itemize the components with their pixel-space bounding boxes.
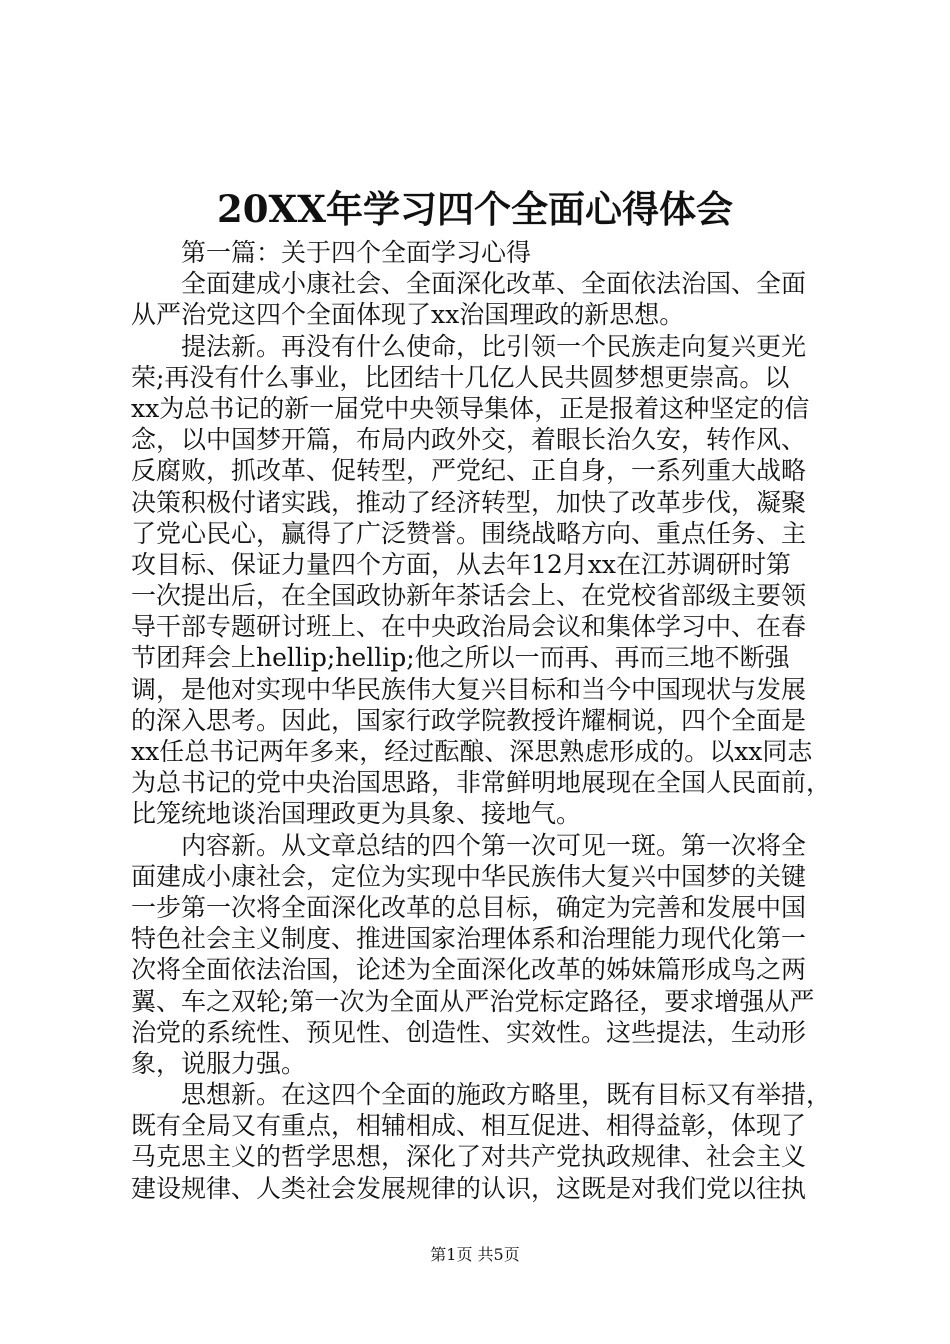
body-text-line: xx任总书记两年多来，经过酝酿、深思熟虑形成的。以xx同志 xyxy=(131,737,813,766)
body-text-line: 面建成小康社会，定位为实现中华民族伟大复兴中国梦的关键 xyxy=(131,861,807,891)
body-text-line: 既有全局又有重点，相辅相成、相互促进、相得益彰，体现了 xyxy=(131,1111,807,1141)
body-text-line: 荣;再没有什么事业，比团结十几亿人民共圆梦想更崇高。以 xyxy=(131,362,790,392)
body-text-line: 建设规律、人类社会发展规律的认识，这既是对我们党以往执 xyxy=(131,1173,807,1203)
body-text-line: 内容新。从文章总结的四个第一次可见一斑。第一次将全 xyxy=(181,830,807,860)
body-text-line: 节团拜会上hellip;hellip;他之所以一而再、再而三地不断强 xyxy=(131,643,790,673)
document-title: 20XX年学习四个全面心得体会 xyxy=(217,187,733,231)
body-text-line: 第一篇：关于四个全面学习心得 xyxy=(181,238,532,267)
body-text-line: 了党心民心，赢得了广泛赞誉。围绕战略方向、重点任务、主 xyxy=(131,518,807,548)
body-text-line: 导干部专题研讨班上、在中央政治局会议和集体学习中、在春 xyxy=(131,612,807,642)
body-text-line: 一步第一次将全面深化改革的总目标，确定为完善和发展中国 xyxy=(131,892,807,922)
body-text-line: 象，说服力强。 xyxy=(131,1048,307,1078)
body-text-line: 特色社会主义制度、推进国家治理体系和治理能力现代化第一 xyxy=(131,924,807,954)
page-footer xyxy=(0,1244,950,1266)
body-text-line: 反腐败，抓改革、促转型，严党纪、正自身，一系列重大战略 xyxy=(131,456,807,486)
body-text-line: 马克思主义的哲学思想，深化了对共产党执政规律、社会主义 xyxy=(131,1142,807,1172)
body-text-line: 念，以中国梦开篇，布局内政外交，着眼长治久安，转作风、 xyxy=(131,425,807,455)
body-text-line: 治党的系统性、预见性、创造性、实效性。这些提法，生动形 xyxy=(131,1017,807,1047)
body-text-line: 比笼统地谈治国理政更为具象、接地气。 xyxy=(131,799,582,829)
body-text-line: 从严治党这四个全面体现了xx治国理政的新思想。 xyxy=(131,300,685,330)
body-text-line: 为总书记的党中央治国思路，非常鲜明地展现在全国人民面前， xyxy=(131,768,832,798)
body-text-line: 翼、车之双轮;第一次为全面从严治党标定路径，要求增强从严 xyxy=(131,986,815,1016)
body-text-line: 决策积极付诸实践，推动了经济转型，加快了改革步伐，凝聚 xyxy=(131,487,807,517)
body-text-line: 调，是他对实现中华民族伟大复兴目标和当今中国现状与发展 xyxy=(131,674,807,704)
body-text-line: 思想新。在这四个全面的施政方略里，既有目标又有举措， xyxy=(181,1080,832,1110)
body-text-line: 提法新。再没有什么使命，比引领一个民族走向复兴更光 xyxy=(181,331,807,361)
body-text-line: 次将全面依法治国，论述为全面深化改革的姊妹篇形成鸟之两 xyxy=(131,955,807,985)
body-text-line: 的深入思考。因此，国家行政学院教授许耀桐说，四个全面是 xyxy=(131,705,807,735)
page-number-label: 第1页 共5页 xyxy=(430,1245,520,1264)
body-text-line: 全面建成小康社会、全面深化改革、全面依法治国、全面 xyxy=(181,269,807,299)
document-body xyxy=(131,237,831,1204)
body-text-line: xx为总书记的新一届党中央领导集体，正是报着这种坚定的信 xyxy=(131,393,810,423)
body-text-line: 攻目标、保证力量四个方面，从去年12月xx在江苏调研时第 xyxy=(131,549,792,579)
body-text-line: 一次提出后，在全国政协新年茶话会上、在党校省部级主要领 xyxy=(131,581,807,611)
